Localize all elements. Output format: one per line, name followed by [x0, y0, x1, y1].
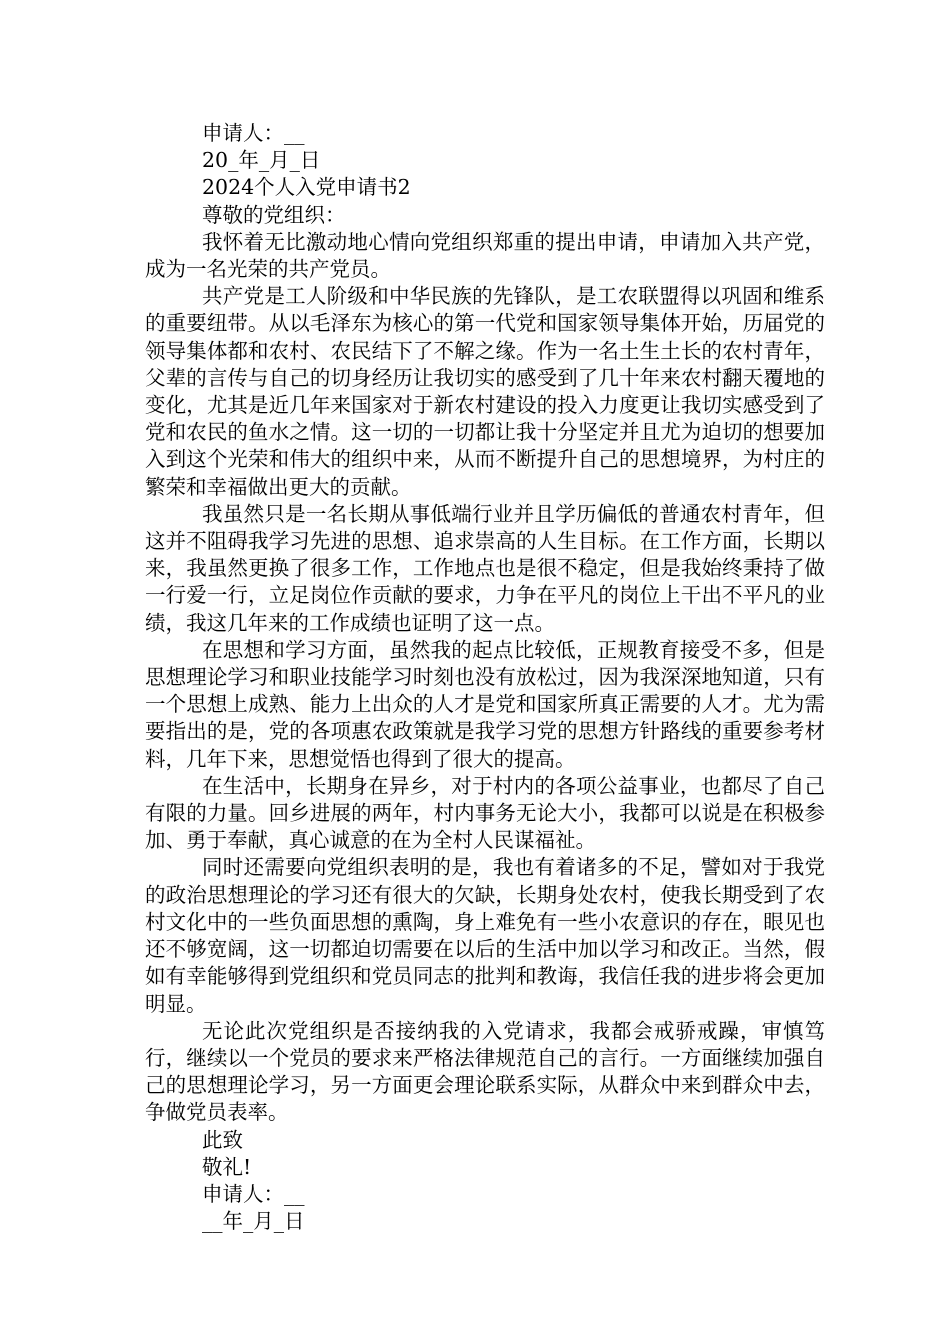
paragraph-6: 同时还需要向党组织表明的是，我也有着诸多的不足，譬如对于我党的政治思想理论的学习还有很大的欠缺，长期身处农村，使我长期受到了农村文化中的一些负面思想的熏陶，身上难免有一些小农意识的存在，眼见也还不够宽阔，这一切都迫切需要在以后的生活中加以学习和改正。当然，假如有幸能够得到党组织和党员同志的批判和教诲，我信任我的进步将会更加明显。 — [145, 855, 825, 1016]
paragraph-4: 在思想和学习方面，虽然我的起点比较低，正规教育接受不多，但是思想理论学习和职业技能学习时刻也没有放松过，因为我深深地知道，只有一个思想上成熟、能力上出众的人才是党和国家所真正需要的人才。尤为需要指出的是，党的各项惠农政策就是我学习党的思想方针路线的重要参考材料，几年下来，思想觉悟也得到了很大的提高。 — [145, 637, 825, 771]
closing-jing-li: 敬礼! — [202, 1154, 252, 1179]
paragraph-7: 无论此次党组织是否接纳我的入党请求，我都会戒骄戒躁，审慎笃行，继续以一个党员的要求来严格法律规范自己的言行。一方面继续加强自己的思想理论学习，另一方面更会理论联系实际，从群众中来到群众中去，争做党员表率。 — [145, 1018, 825, 1125]
signature-date: __年_月_日 — [202, 1209, 305, 1234]
signature-applicant: 申请人：__ — [202, 1181, 305, 1206]
applicant-line: 申请人：__ — [202, 121, 305, 145]
document-page — [145, 120, 825, 1235]
paragraph-1: 我怀着无比激动地心情向党组织郑重的提出申请，申请加入共产党，成为一名光荣的共产党员。 — [145, 229, 825, 282]
document-title: 2024个人入党申请书2 — [202, 175, 411, 200]
date-line: 20_年_月_日 — [202, 148, 321, 173]
paragraph-2: 共产党是工人阶级和中华民族的先锋队，是工农联盟得以巩固和维系的重要纽带。从以毛泽东为核心的第一代党和国家领导集体开始，历届党的领导集体都和农村、农民结下了不解之缘。作为一名土生土长的农村青年，父辈的言传与自己的切身经历让我切实的感受到了几十年来农村翻天覆地的变化，尤其是近几年来国家对于新农村建设的投入力度更让我切实感受到了党和农民的鱼水之情。这一切的一切都让我十分坚定并且尤为迫切的想要加入到这个光荣和伟大的组织中来，从而不断提升自己的思想境界，为村庄的繁荣和幸福做出更大的贡献。 — [145, 284, 825, 499]
paragraph-3: 我虽然只是一名长期从事低端行业并且学历偏低的普通农村青年，但这并不阻碍我学习先进的思想、追求崇高的人生目标。在工作方面，长期以来，我虽然更换了很多工作，工作地点也是很不稳定，但是我始终秉持了做一行爱一行，立足岗位作贡献的要求，力争在平凡的岗位上干出不平凡的业绩，我这几年来的工作成绩也证明了这一点。 — [145, 501, 825, 635]
salutation: 尊敬的党组织： — [202, 202, 346, 227]
paragraph-5: 在生活中，长期身在异乡，对于村内的各项公益事业，也都尽了自己有限的力量。回乡进展的两年，村内事务无论大小，我都可以说是在积极参加、勇于奉献，真心诚意的在为全村人民谋福祉。 — [145, 773, 825, 853]
closing-ci-zhi: 此致 — [202, 1127, 243, 1152]
